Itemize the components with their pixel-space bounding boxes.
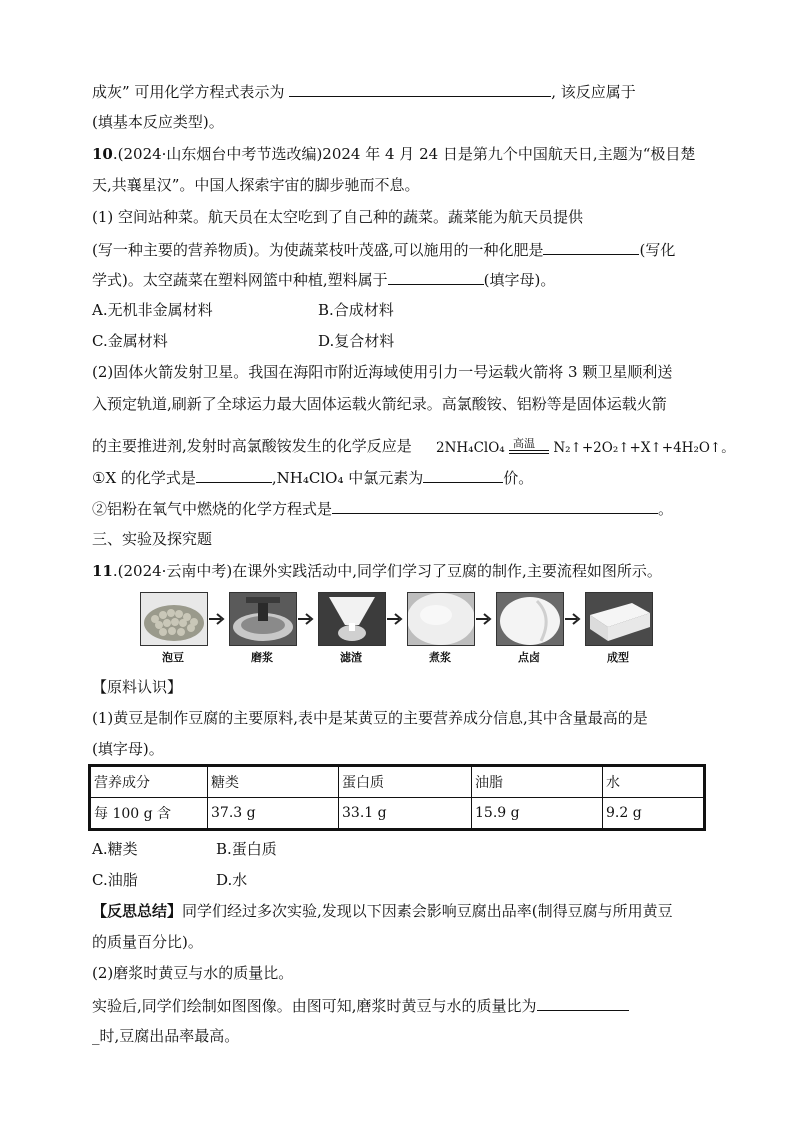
arrow-icon <box>565 612 583 626</box>
table-cell: 37.3 g <box>208 798 339 830</box>
text: (2)磨浆时黄豆与水的质量比。 <box>92 964 294 982</box>
text: 入预定轨道,刷新了全球运力最大固体运载火箭纪录。高氯酸铵、铝粉等是固体运载火箭 <box>92 395 667 413</box>
grinder-icon <box>229 592 297 646</box>
subheading-reflection: 【反思总结】 <box>92 902 183 920</box>
equation-products: N₂↑+2O₂↑+X↑+4H₂O↑ <box>553 440 722 456</box>
q10-part1-3 <box>92 268 774 291</box>
answer-blank[interactable] <box>289 80 551 97</box>
filter-cloth-icon <box>318 592 386 646</box>
q11-part1 <box>92 707 774 729</box>
tofu-block-icon <box>585 592 653 646</box>
text: (写化 <box>639 241 676 259</box>
curdling-image <box>497 593 563 645</box>
text: 三、实验及探究题 <box>92 530 213 548</box>
equation-reactants: 2NH₄ClO₄ <box>436 440 505 456</box>
text: (1)黄豆是制作豆腐的主要原料,表中是某黄豆的主要营养成分信息,其中含量最高的是 <box>92 709 648 727</box>
q9-continuation <box>92 80 774 103</box>
text: _时,豆腐出品率最高。 <box>92 1027 240 1045</box>
q10-part1-2 <box>92 238 774 261</box>
filter-image <box>319 593 385 645</box>
soaked-beans-image <box>141 593 207 645</box>
text: 天,共襄星汉”。中国人探索宇宙的脚步驰而不息。 <box>92 176 420 194</box>
reflection-paragraph-2 <box>92 931 774 953</box>
q10-part2 <box>92 361 774 383</box>
option-b[interactable]: B.合成材料 <box>318 301 394 319</box>
text: (2)固体火箭发射卫星。我国在海阳市附近海域使用引力一号运载火箭将 3 颗卫星顺利送 <box>92 363 673 381</box>
soaked-beans-icon <box>140 592 208 646</box>
q10-part2-2 <box>92 393 774 415</box>
q10-part1 <box>92 206 774 228</box>
q9-continuation-2 <box>92 111 774 133</box>
curdling-icon <box>496 592 564 646</box>
caption-filter: 滤渣 <box>340 651 362 664</box>
caption-press: 成型 <box>607 651 629 664</box>
circled-number: ② <box>92 500 108 518</box>
tofu-image <box>586 593 652 645</box>
caption-curdle: 点卤 <box>518 651 540 664</box>
table-cell: 每 100 g 含 <box>90 798 208 830</box>
answer-blank[interactable] <box>537 994 629 1011</box>
option-a[interactable]: A.无机非金属材料 <box>92 301 213 319</box>
text: 学式)。太空蔬菜在塑料网篮中种植,塑料属于 <box>92 271 388 289</box>
text: (1) 空间站种菜。航天员在太空吃到了自己种的蔬菜。蔬菜能为航天员提供 <box>92 208 584 226</box>
q10-sub2 <box>92 497 774 520</box>
text: 成灰” 可用化学方程式表示为 <box>92 83 285 101</box>
text: 同学们经过多次实验,发现以下因素会影响豆腐出品率(制得豆腐与所用黄豆 <box>182 902 673 920</box>
text: 【原料认识】 <box>92 678 183 696</box>
answer-blank[interactable] <box>388 268 484 285</box>
text: 价。 <box>503 469 534 487</box>
answer-blank[interactable] <box>196 466 272 483</box>
reaction-equation <box>436 436 735 456</box>
text: 铝粉在氧气中燃烧的化学方程式是 <box>107 500 333 518</box>
table-cell: 9.2 g <box>603 798 705 830</box>
arrow-icon <box>298 612 316 626</box>
q10-stem <box>92 143 774 165</box>
table-header-cell: 水 <box>603 766 705 798</box>
reflection-paragraph <box>92 900 774 922</box>
grinder-image <box>230 593 296 645</box>
boiling-milk-icon <box>407 592 475 646</box>
caption-soak: 泡豆 <box>162 651 184 664</box>
text: (填字母)。 <box>92 740 164 758</box>
tofu-process-figure <box>140 592 660 662</box>
table-cell: 33.1 g <box>339 798 472 830</box>
q11-part1-2 <box>92 738 774 760</box>
text: 实验后,同学们绘制如图图像。由图可知,磨浆时黄豆与水的质量比为 <box>92 997 537 1015</box>
text: 。 <box>658 500 674 518</box>
subheading-raw-material <box>92 676 774 698</box>
caption-grind: 磨浆 <box>251 651 273 664</box>
table-header-cell: 油脂 <box>472 766 603 798</box>
table-header-cell: 蛋白质 <box>339 766 472 798</box>
text: , 该反应属于 <box>551 83 636 101</box>
arrow-icon <box>387 612 405 626</box>
option-c[interactable]: C.金属材料 <box>92 332 168 350</box>
boiling-image <box>408 593 474 645</box>
option-d[interactable]: D.复合材料 <box>318 332 395 350</box>
circled-number: ① <box>92 469 106 487</box>
question-number: 10 <box>92 145 113 163</box>
q10-sub1 <box>92 466 774 489</box>
answer-blank[interactable] <box>332 497 658 514</box>
arrow-icon <box>476 612 494 626</box>
answer-option-c[interactable]: C.油脂 <box>92 871 138 889</box>
text: X 的化学式是 <box>105 469 196 487</box>
equation-line <box>509 453 549 454</box>
q11-part2 <box>92 962 774 984</box>
text: .(2024·山东烟台中考节选改编)2024 年 4 月 24 日是第九个中国航天日,主题为“极目楚 <box>112 145 696 163</box>
table-row <box>90 798 705 830</box>
text: 的主要推进剂,发射时高氯酸铵发生的化学反应是 <box>92 437 412 455</box>
answer-option-a[interactable]: A.糖类 <box>92 840 138 858</box>
reaction-condition: 高温 <box>513 437 536 450</box>
arrow-icon <box>209 612 227 626</box>
answer-blank[interactable] <box>543 238 639 255</box>
text: (填字母)。 <box>483 271 556 289</box>
text: (写一种主要的营养物质)。为使蔬菜枝叶茂盛,可以施用的一种化肥是 <box>92 241 544 259</box>
table-header-row <box>90 766 705 798</box>
table-cell: 15.9 g <box>472 798 603 830</box>
table-header-cell: 营养成分 <box>90 766 208 798</box>
table-header-cell: 糖类 <box>208 766 339 798</box>
text: 的质量百分比)。 <box>92 933 203 951</box>
equation-line <box>509 450 549 451</box>
nutrition-table <box>88 764 706 831</box>
q11-part2-text <box>92 994 774 1017</box>
answer-blank[interactable] <box>423 466 503 483</box>
q11-part2-text-2 <box>92 1025 774 1047</box>
text: .(2024·云南中考)在课外实践活动中,同学们学习了豆腐的制作,主要流程如图所示。 <box>112 562 662 580</box>
text: (填基本反应类型)。 <box>92 113 224 131</box>
q10-stem-2 <box>92 174 774 196</box>
text: ,NH₄ClO₄ 中氯元素为 <box>271 469 424 487</box>
section-heading <box>92 528 774 550</box>
answer-option-b[interactable]: B.蛋白质 <box>216 840 277 858</box>
q11-stem <box>92 560 774 582</box>
answer-option-d[interactable]: D.水 <box>216 871 248 889</box>
question-number: 11 <box>92 562 113 580</box>
text: 。 <box>721 440 735 456</box>
caption-boil: 煮浆 <box>429 651 451 664</box>
